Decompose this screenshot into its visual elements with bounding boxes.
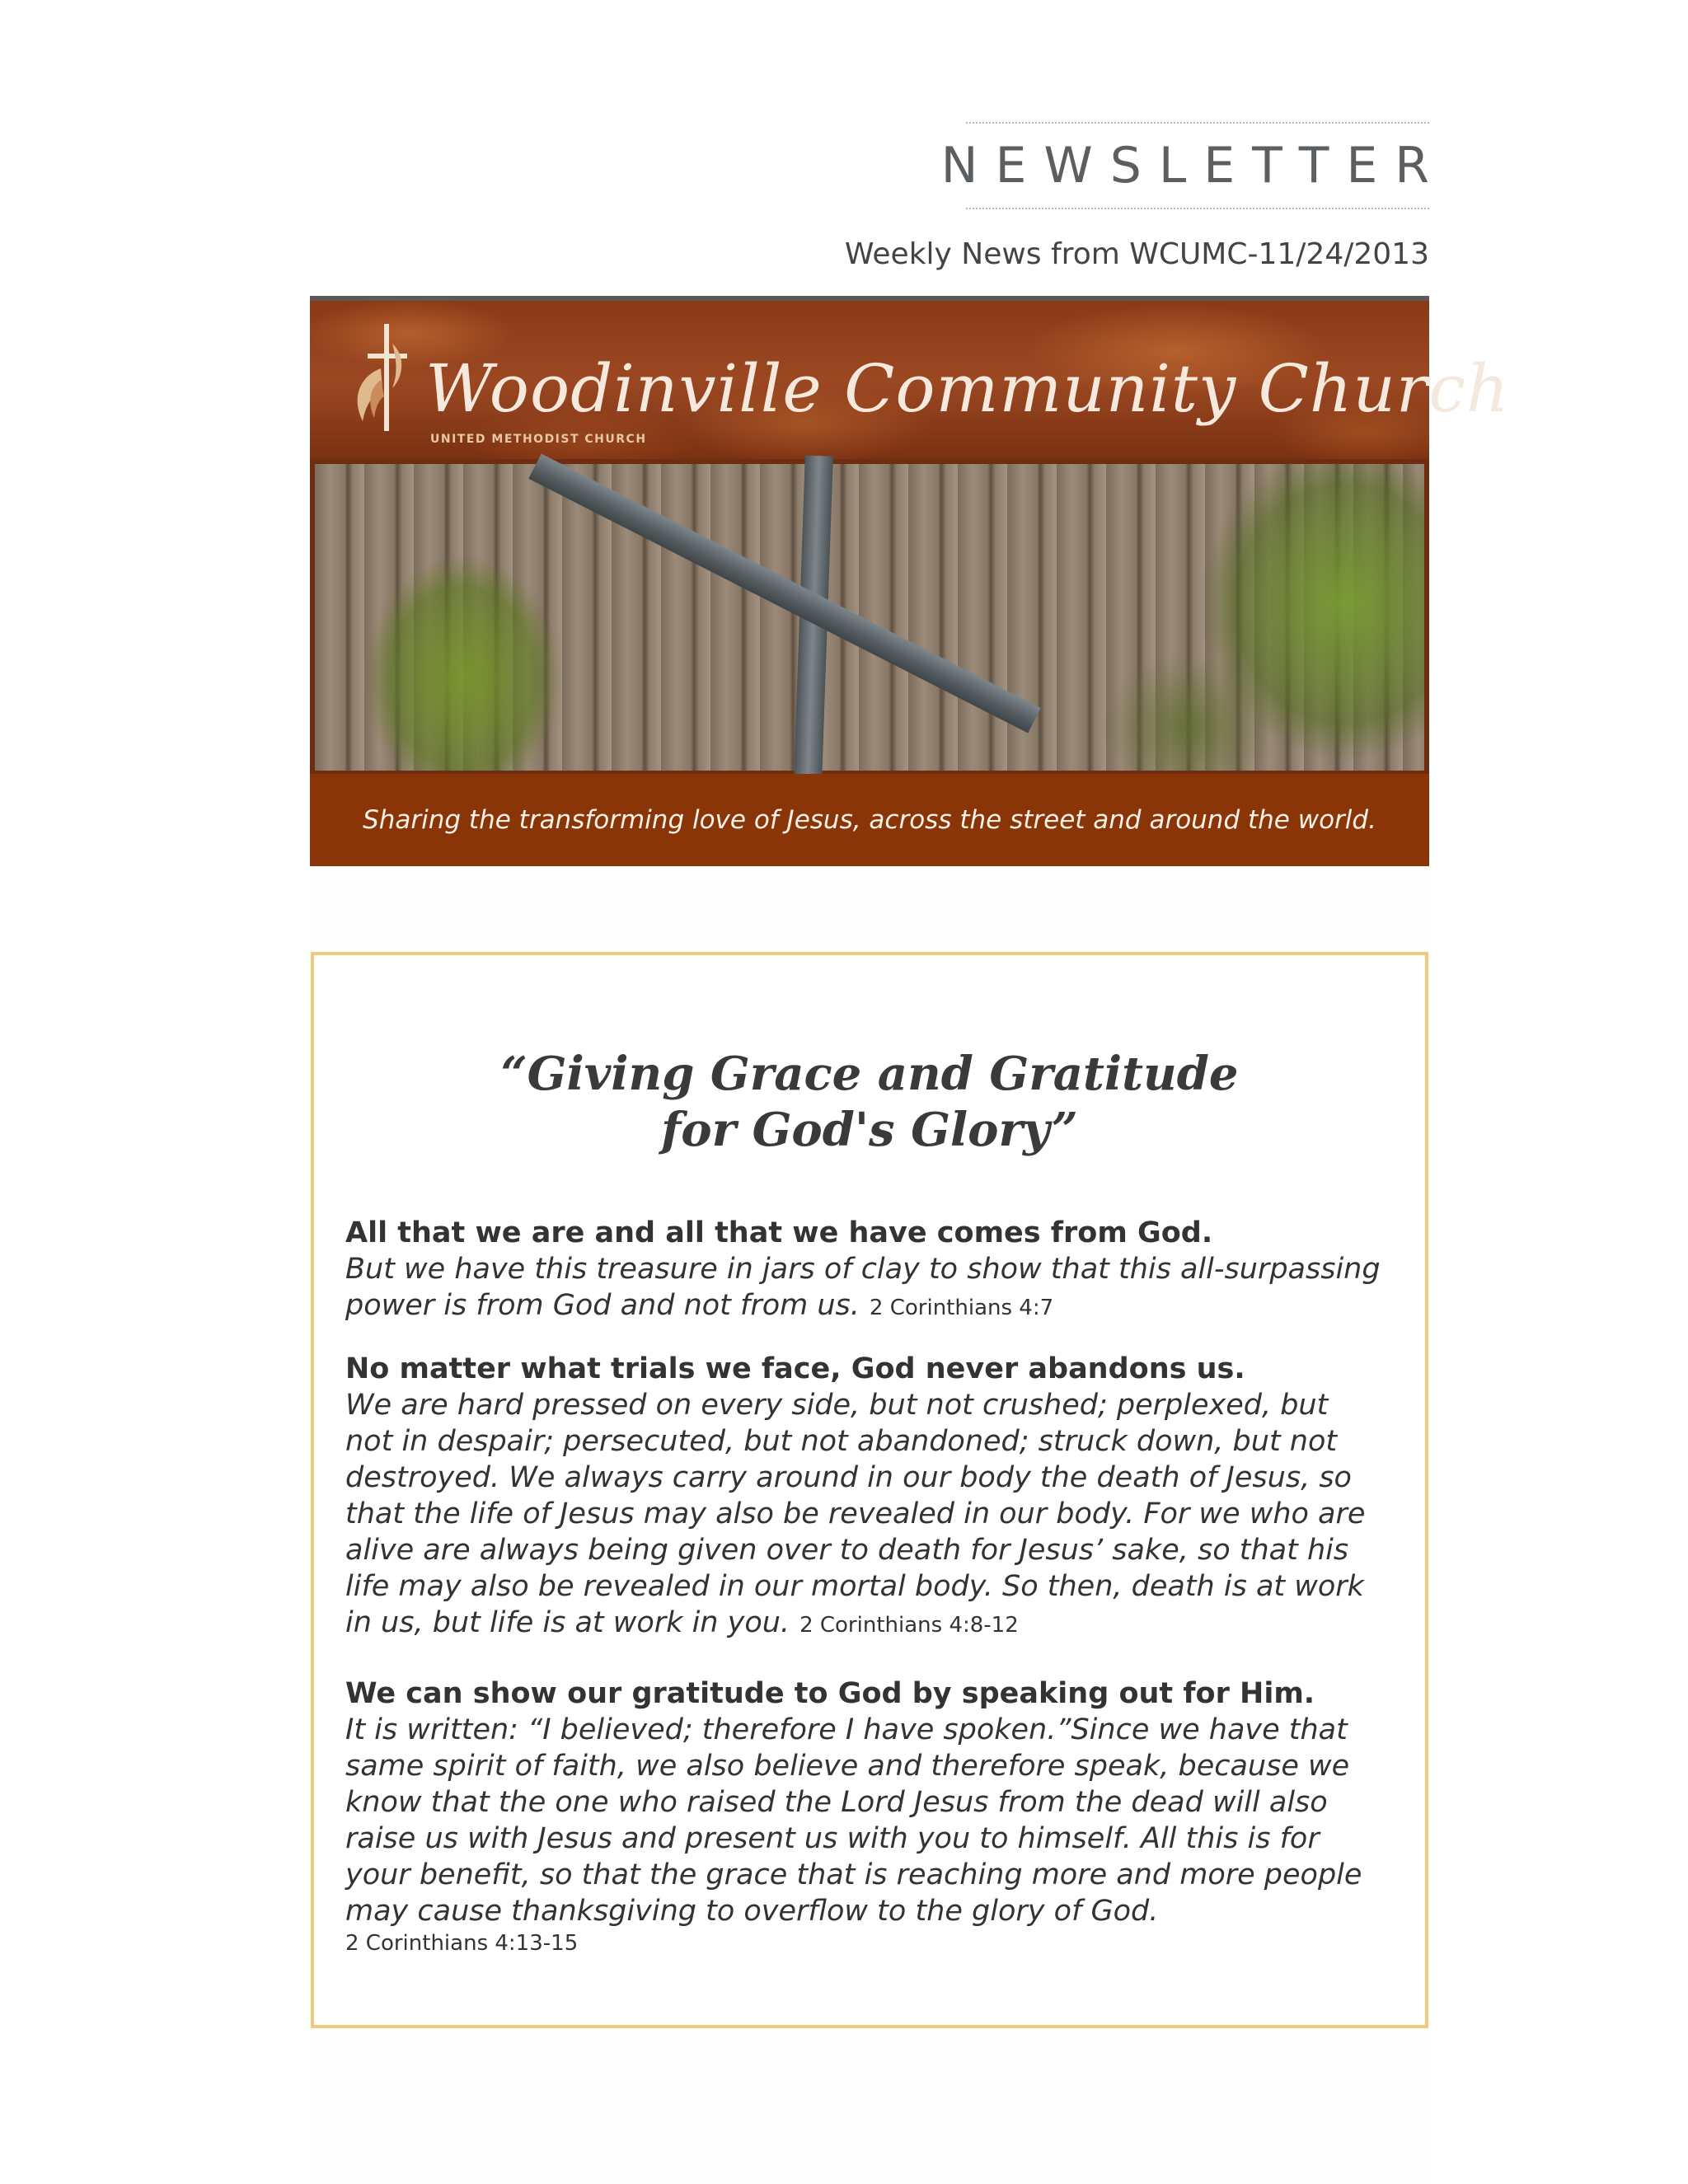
devotional-box xyxy=(311,952,1428,2028)
newsletter-masthead xyxy=(940,122,1447,209)
devotional-section-1 xyxy=(345,1215,1384,1326)
devotional-section-2 xyxy=(345,1351,1384,1643)
cross-photo xyxy=(315,464,1424,771)
banner-header xyxy=(310,296,1510,459)
scripture-passage xyxy=(345,1387,1384,1643)
cross-horizontal-beam xyxy=(528,453,1040,733)
cross-and-flame-icon xyxy=(345,319,419,434)
church-subtitle: UNITED METHODIST CHURCH xyxy=(430,433,647,446)
tagline-bar xyxy=(310,774,1429,866)
title-line-2: for God's Glory” xyxy=(661,1103,1078,1157)
scripture-text: It is written: “I believed; therefore I have spoken.”Since we have that same spirit of faith, we also believe and therefore speak, because we know that the one who raised the Lord Jesus from the dead will also raise us with Jesus and present us with you to himself. All this is for your benefit, so that the grace that is reaching more and more people may cause thanksgiving to overflow to the glory of God. xyxy=(345,1713,1362,1928)
scripture-reference: 2 Corinthians 4:8-12 xyxy=(799,1613,1019,1638)
masthead-title: NEWSLETTER xyxy=(940,137,1447,194)
church-banner xyxy=(310,296,1510,866)
section-heading: All that we are and all that we have comes from God. xyxy=(345,1216,1213,1249)
scripture-text: But we have this treasure in jars of clay to show that this all-surpassing power is from God and not from us. xyxy=(345,1253,1381,1322)
church-name: Woodinville Community Church xyxy=(425,350,1510,427)
section-heading: No matter what trials we face, God never abandons us. xyxy=(345,1352,1245,1385)
title-line-1: “Giving Grace and Gratitude xyxy=(500,1047,1239,1101)
scripture-reference: 2 Corinthians 4:7 xyxy=(869,1296,1054,1320)
scripture-text: We are hard pressed on every side, but not crushed; perplexed, but not in despair; persecuted, but not abandoned; struck down, but not destroyed. We always carry around in our body the death of Jesus, so that the life of Jesus may also be revealed in our body. For we who are alive are always being given over to death for Jesus’ sake, so that his life may also be revealed in our mortal body. So then, death is at work in us, but life is at work in you. xyxy=(345,1389,1366,1639)
section-heading: We can show our gratitude to God by speaking out for Him. xyxy=(345,1677,1315,1710)
scripture-passage xyxy=(345,1251,1384,1326)
devotional-title xyxy=(314,1046,1425,1158)
mission-tagline: Sharing the transforming love of Jesus, across the street and around the world. xyxy=(363,805,1376,835)
scripture-reference: 2 Corinthians 4:13-15 xyxy=(345,1931,579,1956)
devotional-section-3 xyxy=(345,1675,1384,1957)
weekly-news-date: Weekly News from WCUMC-11/24/2013 xyxy=(844,237,1429,271)
